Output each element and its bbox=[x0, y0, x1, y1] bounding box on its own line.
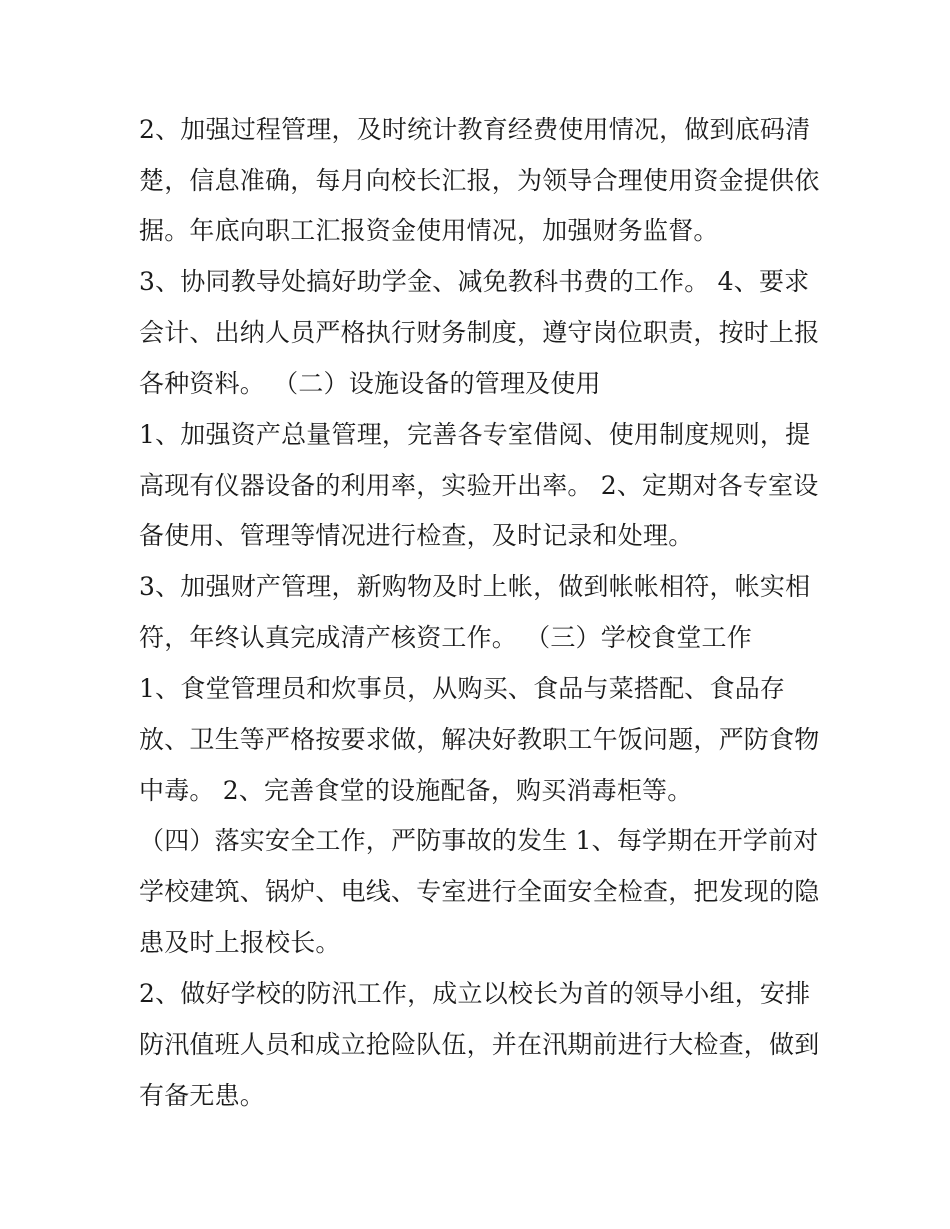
text-line: （四）落实安全工作，严防事故的发生 1、每学期在开学前对 bbox=[139, 826, 819, 855]
text-line: 1、食堂管理员和炊事员，从购买、食品与菜搭配、食品存 bbox=[139, 674, 786, 703]
text-line: 楚，信息准确，每月向校长汇报，为领导合理使用资金提供依 bbox=[139, 166, 820, 195]
text-line: 各种资料。 （二）设施设备的管理及使用 bbox=[139, 369, 601, 398]
text-line: 3、协同教导处搞好助学金、减免教科书费的工作。 4、要求 bbox=[139, 267, 810, 296]
text-line: 患及时上报校长。 bbox=[139, 928, 341, 957]
text-line: 符，年终认真完成清产核资工作。 （三）学校食堂工作 bbox=[139, 623, 752, 652]
text-line: 有备无患。 bbox=[139, 1081, 266, 1110]
text-line: 会计、出纳人员严格执行财务制度，遵守岗位职责，按时上报 bbox=[139, 318, 820, 347]
text-line: 2、加强过程管理，及时统计教育经费使用情况，做到底码清 bbox=[139, 115, 811, 144]
text-line: 高现有仪器设备的利用率，实验开出率。 2、定期对各专室设 bbox=[139, 471, 819, 500]
text-line: 备使用、管理等情况进行检查，及时记录和处理。 bbox=[139, 521, 694, 550]
text-line: 中毒。 2、完善食堂的设施配备，购买消毒柜等。 bbox=[139, 776, 693, 805]
text-line: 据。年底向职工汇报资金使用情况，加强财务监督。 bbox=[139, 216, 719, 245]
text-line: 学校建筑、锅炉、电线、专室进行全面安全检查，把发现的隐 bbox=[139, 877, 820, 906]
text-line: 2、做好学校的防汛工作，成立以校长为首的领导小组，安排 bbox=[139, 979, 811, 1008]
text-line: 防汛值班人员和成立抢险队伍，并在汛期前进行大检查，做到 bbox=[139, 1030, 820, 1059]
text-line: 3、加强财产管理，新购物及时上帐，做到帐帐相符，帐实相 bbox=[139, 572, 811, 601]
text-line: 1、加强资产总量管理，完善各专室借阅、使用制度规则，提 bbox=[139, 420, 811, 449]
text-line: 放、卫生等严格按要求做，解决好教职工午饭问题，严防食物 bbox=[139, 725, 820, 754]
